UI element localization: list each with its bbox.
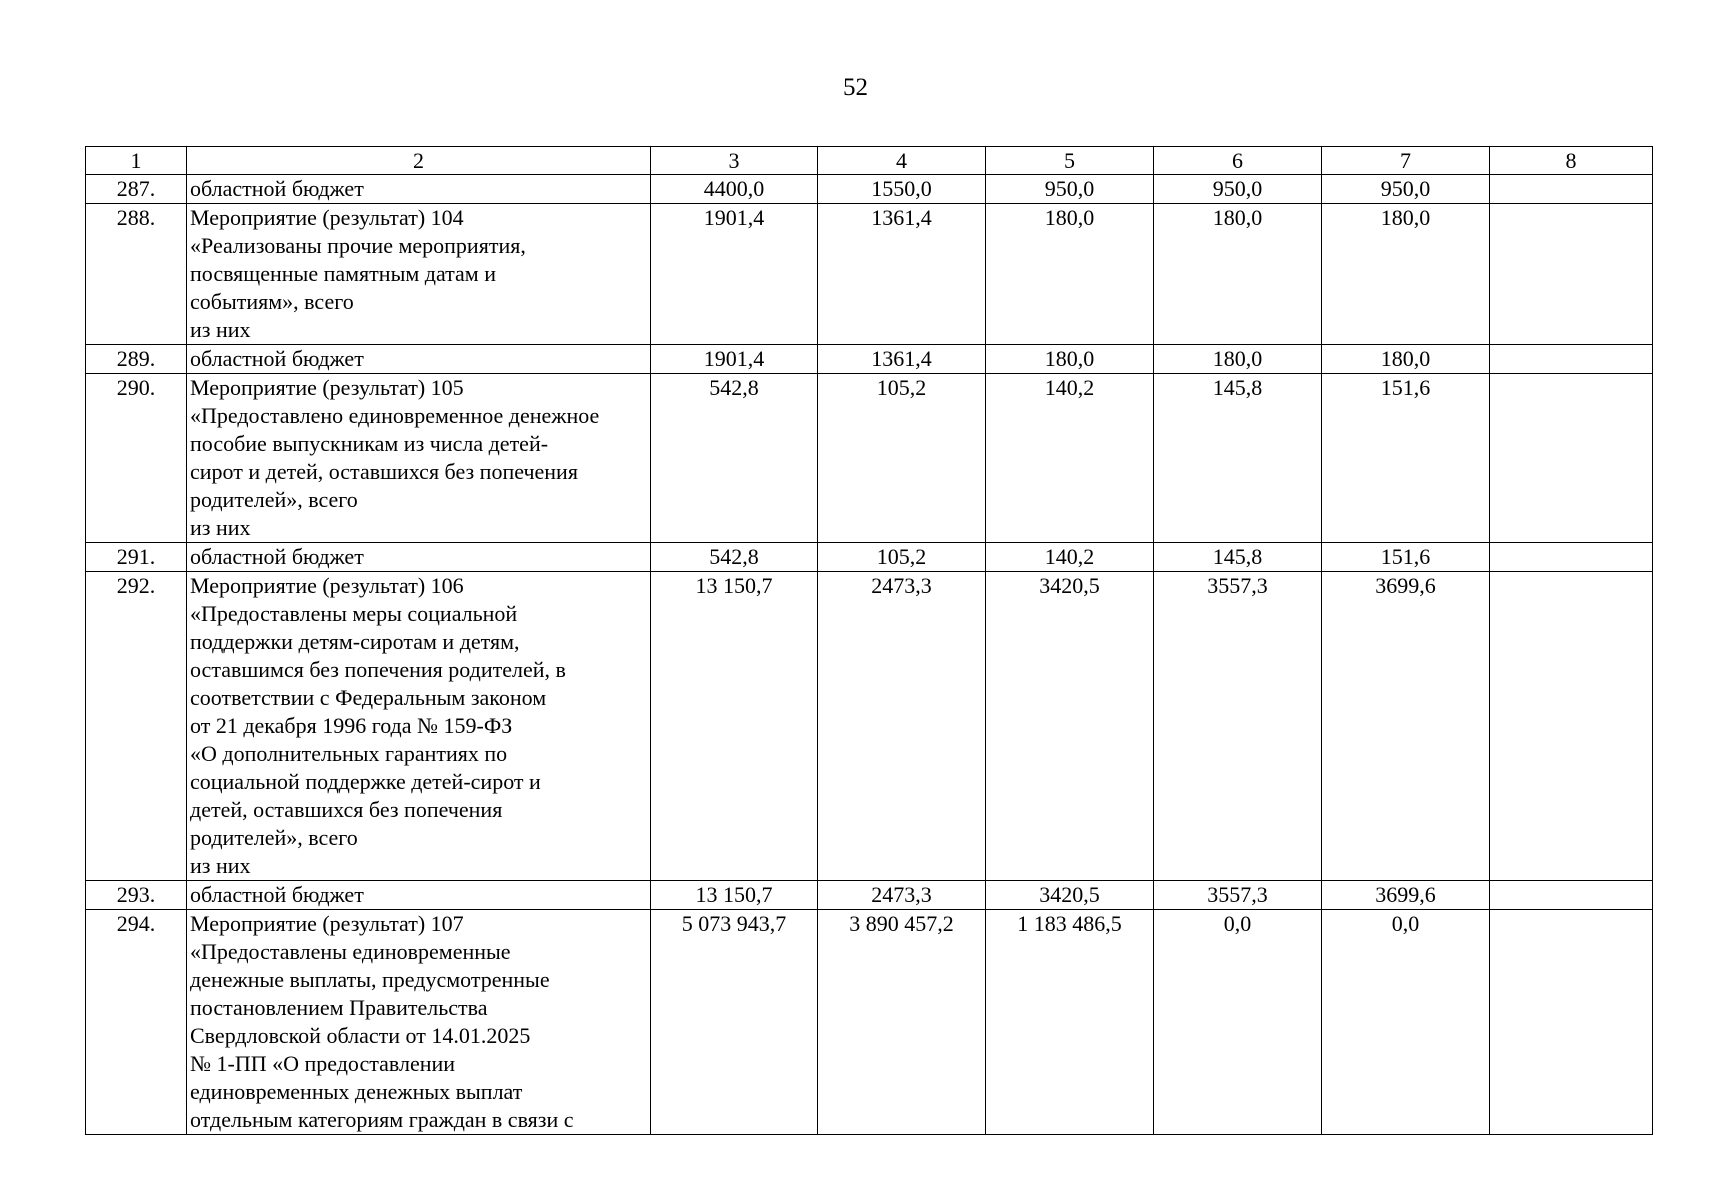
description-cell — [187, 204, 651, 345]
table-row — [86, 345, 1653, 374]
value-cell-col-4: 1361,4 — [818, 204, 986, 345]
description-line: детей, оставшихся без попечения — [190, 797, 503, 822]
value-cell-col-5: 180,0 — [986, 204, 1154, 345]
description-line: «О дополнительных гарантиях по — [190, 741, 508, 766]
description-line: «Предоставлены меры социальной — [190, 601, 518, 626]
description-line: посвященные памятным датам и — [190, 261, 497, 286]
description-line: из них — [190, 317, 251, 342]
description-cell — [187, 345, 651, 374]
description-line: Свердловской области от 14.01.2025 — [190, 1023, 531, 1048]
description-line: сирот и детей, оставшихся без попечения — [190, 459, 578, 484]
description-line: Мероприятие (результат) 107 — [190, 911, 464, 936]
value-cell-col-5: 3420,5 — [986, 881, 1154, 910]
value-cell-col-6: 3557,3 — [1154, 572, 1322, 881]
row-number-cell: 294. — [86, 910, 187, 1135]
column-header: 5 — [986, 147, 1154, 175]
value-cell-col-6: 3557,3 — [1154, 881, 1322, 910]
description-line: соответствии с Федеральным законом — [190, 685, 547, 710]
value-cell-col-7: 151,6 — [1322, 543, 1490, 572]
value-cell-col-7: 3699,6 — [1322, 881, 1490, 910]
value-cell-col-3: 1901,4 — [651, 204, 818, 345]
description-line: областной бюджет — [190, 544, 364, 569]
value-cell-col-4: 2473,3 — [818, 572, 986, 881]
value-cell-col-3: 542,8 — [651, 374, 818, 543]
column-number-row — [86, 147, 1653, 175]
value-cell-col-3: 13 150,7 — [651, 572, 818, 881]
column-header: 6 — [1154, 147, 1322, 175]
value-cell-col-8 — [1490, 345, 1653, 374]
value-cell-col-3: 13 150,7 — [651, 881, 818, 910]
description-line: областной бюджет — [190, 346, 364, 371]
description-line: денежные выплаты, предусмотренные — [190, 967, 550, 992]
value-cell-col-7: 151,6 — [1322, 374, 1490, 543]
description-cell — [187, 910, 651, 1135]
value-cell-col-6: 145,8 — [1154, 374, 1322, 543]
value-cell-col-4: 105,2 — [818, 543, 986, 572]
table-row — [86, 572, 1653, 881]
description-line: областной бюджет — [190, 882, 364, 907]
table-row — [86, 374, 1653, 543]
row-number-cell: 290. — [86, 374, 187, 543]
value-cell-col-5: 180,0 — [986, 345, 1154, 374]
value-cell-col-5: 1 183 486,5 — [986, 910, 1154, 1135]
value-cell-col-3: 5 073 943,7 — [651, 910, 818, 1135]
value-cell-col-8 — [1490, 910, 1653, 1135]
description-line: областной бюджет — [190, 176, 364, 201]
value-cell-col-6: 180,0 — [1154, 204, 1322, 345]
row-number-cell: 287. — [86, 175, 187, 204]
column-header: 7 — [1322, 147, 1490, 175]
value-cell-col-7: 180,0 — [1322, 345, 1490, 374]
description-line: событиям», всего — [190, 289, 354, 314]
description-line: Мероприятие (результат) 104 — [190, 205, 464, 230]
value-cell-col-5: 3420,5 — [986, 572, 1154, 881]
description-line: пособие выпускникам из числа детей- — [190, 431, 549, 456]
description-cell — [187, 374, 651, 543]
column-header: 4 — [818, 147, 986, 175]
table-row — [86, 881, 1653, 910]
value-cell-col-4: 105,2 — [818, 374, 986, 543]
value-cell-col-5: 140,2 — [986, 374, 1154, 543]
value-cell-col-4: 1550,0 — [818, 175, 986, 204]
value-cell-col-6: 0,0 — [1154, 910, 1322, 1135]
description-line: «Реализованы прочие мероприятия, — [190, 233, 526, 258]
column-header: 3 — [651, 147, 818, 175]
value-cell-col-7: 0,0 — [1322, 910, 1490, 1135]
table-row — [86, 204, 1653, 345]
column-header: 1 — [86, 147, 187, 175]
value-cell-col-8 — [1490, 543, 1653, 572]
table-row — [86, 910, 1653, 1135]
description-cell — [187, 881, 651, 910]
value-cell-col-6: 180,0 — [1154, 345, 1322, 374]
description-line: Мероприятие (результат) 105 — [190, 375, 464, 400]
description-line: оставшимся без попечения родителей, в — [190, 657, 566, 682]
value-cell-col-7: 3699,6 — [1322, 572, 1490, 881]
row-number-cell: 291. — [86, 543, 187, 572]
row-number-cell: 289. — [86, 345, 187, 374]
value-cell-col-7: 950,0 — [1322, 175, 1490, 204]
description-line: Мероприятие (результат) 106 — [190, 573, 464, 598]
description-cell — [187, 543, 651, 572]
description-line: из них — [190, 853, 251, 878]
description-line: постановлением Правительства — [190, 995, 488, 1020]
value-cell-col-8 — [1490, 881, 1653, 910]
description-line: № 1-ПП «О предоставлении — [190, 1051, 456, 1076]
value-cell-col-8 — [1490, 374, 1653, 543]
description-line: из них — [190, 515, 251, 540]
description-line: поддержки детям-сиротам и детям, — [190, 629, 520, 654]
table-body — [86, 147, 1653, 1135]
column-header: 2 — [187, 147, 651, 175]
description-line: от 21 декабря 1996 года № 159-ФЗ — [190, 713, 513, 738]
value-cell-col-8 — [1490, 572, 1653, 881]
description-line: отдельным категориям граждан в связи с — [190, 1107, 574, 1132]
description-line: социальной поддержке детей-сирот и — [190, 769, 541, 794]
value-cell-col-4: 2473,3 — [818, 881, 986, 910]
row-number-cell: 293. — [86, 881, 187, 910]
value-cell-col-5: 140,2 — [986, 543, 1154, 572]
row-number-cell: 292. — [86, 572, 187, 881]
description-cell — [187, 572, 651, 881]
value-cell-col-3: 1901,4 — [651, 345, 818, 374]
value-cell-col-8 — [1490, 175, 1653, 204]
value-cell-col-8 — [1490, 204, 1653, 345]
description-line: родителей», всего — [190, 487, 358, 512]
description-cell — [187, 175, 651, 204]
value-cell-col-4: 3 890 457,2 — [818, 910, 986, 1135]
value-cell-col-7: 180,0 — [1322, 204, 1490, 345]
value-cell-col-6: 950,0 — [1154, 175, 1322, 204]
value-cell-col-6: 145,8 — [1154, 543, 1322, 572]
value-cell-col-3: 4400,0 — [651, 175, 818, 204]
table-row — [86, 543, 1653, 572]
row-number-cell: 288. — [86, 204, 187, 345]
table-row — [86, 175, 1653, 204]
value-cell-col-4: 1361,4 — [818, 345, 986, 374]
description-line: единовременных денежных выплат — [190, 1079, 523, 1104]
value-cell-col-5: 950,0 — [986, 175, 1154, 204]
column-header: 8 — [1490, 147, 1653, 175]
description-line: «Предоставлены единовременные — [190, 939, 511, 964]
budget-table — [85, 146, 1653, 1135]
description-line: «Предоставлено единовременное денежное — [190, 403, 600, 428]
page-number: 52 — [843, 74, 868, 101]
description-line: родителей», всего — [190, 825, 358, 850]
value-cell-col-3: 542,8 — [651, 543, 818, 572]
